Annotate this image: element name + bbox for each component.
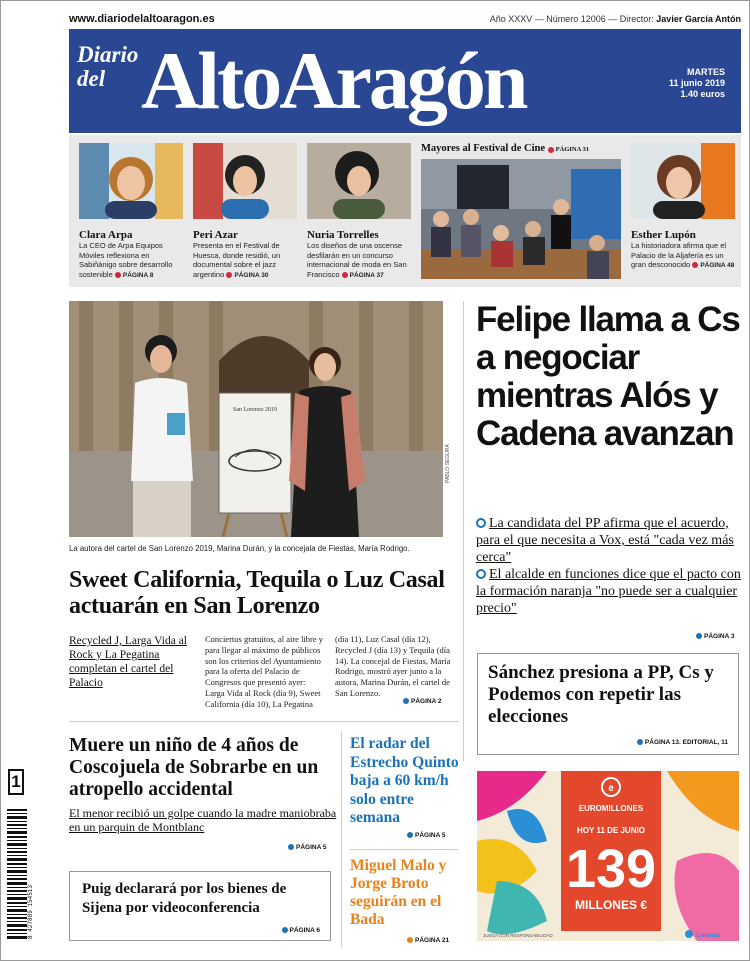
main-bullets [476, 515, 744, 617]
teaser-text-body: Los diseños de una oscense desfilarán en un concurso internacional de moda en San Francisco [307, 241, 407, 279]
ad-date-line: HOY 11 DE JUNIO [577, 826, 645, 835]
ad-brand: EUROMILLONES [578, 804, 644, 813]
festival-scene-photo [421, 159, 621, 279]
festival-teaser[interactable] [421, 143, 589, 154]
festival-page [548, 146, 589, 153]
photo-credit: PABLO SEGURA [445, 444, 451, 483]
sanchez-page-label: PÁGINA 13. EDITORIAL, 11 [644, 739, 728, 746]
teaser-esther-lupon[interactable] [631, 143, 735, 287]
issue-meta [490, 14, 741, 24]
teaser-strip [69, 135, 741, 287]
blue-dot-icon [288, 844, 294, 850]
teaser-text-body: La historiadora afirma que el Palacio de la Aljafería es un gran desconocido [631, 241, 727, 269]
miguel-page [407, 937, 449, 944]
miguel-headline[interactable]: Miguel Malo y Jorge Broto seguirán en el Bada [350, 857, 447, 928]
bullet-1-text: La candidata del PP afirma que el acuerdo, para el que necesita a Vox, está "cada vez más cerca" [476, 516, 734, 565]
lead-body: Conciertos gratuitos, al aire libre y para llegar al máximo de públicos son los criterios del Ayuntamiento para la oferta del Palacio de Congresos que presentó ayer: Larga Vida al Rock (día 9), Sweet California (día 10), La Pegatina (día 11), Luz Casal (día 12), Recycled J (día 13) y Tequila (día 14). La concejal de Fiestas, María Rodrigo, mostró ayer junto a la autora, Marina Durán, el cartel de San Lorenzo. [205, 634, 451, 709]
orange-dot-icon [407, 937, 413, 943]
column-divider [463, 301, 464, 761]
bullet-circle-icon [476, 569, 486, 579]
teaser-photo [631, 143, 735, 219]
teaser-page [226, 272, 268, 279]
issue-date [669, 67, 725, 100]
lead-page [403, 698, 441, 705]
bullet-2[interactable] [476, 566, 744, 617]
masthead-small [77, 43, 138, 91]
teaser-photo [193, 143, 297, 219]
teaser-name: Clara Arpa [79, 229, 133, 241]
masthead-diario: Diario [77, 42, 139, 67]
main-page [696, 633, 734, 640]
section-divider [69, 721, 459, 722]
festival-headline: Mayores al Festival de Cine [421, 143, 546, 154]
sanchez-page [637, 739, 728, 746]
issue-meta-prefix: Año XXXV — Número 12006 — Director: [489, 14, 654, 24]
clara-arpa-photo [79, 143, 183, 219]
blue-dot-icon [637, 739, 643, 745]
price: 1.40 euros [680, 89, 725, 99]
radar-headline[interactable]: El radar del Estrecho Quinto baja a 60 km/h solo entre semana [350, 735, 459, 826]
esther-lupon-photo [631, 143, 735, 219]
festival-photo[interactable] [421, 159, 621, 279]
lead-headline[interactable]: Sweet California, Tequila o Luz Casal actuarán en San Lorenzo [69, 567, 445, 619]
nuria-torrelles-photo [307, 143, 411, 219]
blue-dot-icon [403, 698, 409, 704]
teaser-page-label: PÁGINA 30 [234, 271, 269, 279]
radar-page-label: PÁGINA 5 [415, 832, 446, 839]
nino-subhead[interactable]: El menor recibió un golpe cuando la madre maniobraba en un parquin de Montblanc [69, 806, 337, 834]
nino-page-label: PÁGINA 5 [296, 844, 327, 851]
site-url[interactable]: www.diariodelaltoaragon.es [69, 13, 215, 25]
teaser-page [692, 262, 734, 269]
edition-number: 1 [8, 769, 24, 795]
teaser-page-label: PÁGINA 37 [349, 271, 384, 279]
euromillones-ad[interactable] [477, 771, 739, 941]
small-divider [350, 849, 458, 850]
column-divider-lower [341, 731, 342, 947]
nino-headline[interactable]: Muere un niño de 4 años de Coscojuela de Sobrarbe en un atropello accidental [69, 735, 319, 800]
sanchez-headline: Sánchez presiona a PP, Cs y Podemos con repetir las elecciones [488, 662, 714, 727]
teaser-text-body: Presenta en el Festival de Huesca, donde residió, un documental sobre el jazz argentino [193, 241, 281, 279]
euromillones-ad-art [477, 771, 739, 941]
teaser-nuria-torrelles[interactable] [307, 143, 411, 287]
puig-page [282, 927, 320, 934]
weekday: MARTES [687, 67, 725, 77]
bullet-circle-icon [476, 518, 486, 528]
red-dot-icon [342, 272, 348, 278]
teaser-text [193, 241, 297, 280]
poster-text: San Lorenzo 2019 [233, 407, 277, 413]
miguel-page-label: PÁGINA 21 [415, 937, 450, 944]
puig-page-label: PÁGINA 6 [289, 927, 320, 934]
teaser-text [307, 241, 411, 280]
teaser-text-body: La CEO de Arpa Equipos Móviles reflexiona en Sabiñánigo sobre desarrollo sostenible [79, 241, 173, 279]
barcode-icon [7, 809, 27, 939]
festival-page-label: PÁGINA 31 [555, 146, 590, 153]
bullet-1[interactable] [476, 515, 744, 566]
sanchez-box[interactable] [477, 653, 739, 755]
bullet-2-text: El alcalde en funciones dice que el pacto con la formación naranja "no puede ser a cualquier precio" [476, 567, 741, 616]
teaser-text [631, 241, 735, 271]
red-dot-icon [115, 272, 121, 278]
director-name: Javier García Antón [656, 14, 741, 24]
ad-logo: Loterías [697, 933, 721, 939]
masthead [69, 29, 741, 133]
ad-footer: JUEGA CON RESPONSABILIDAD [483, 933, 553, 938]
blue-dot-icon [696, 633, 702, 639]
masthead-title: AltoAragón [141, 35, 526, 126]
teaser-text [79, 241, 183, 280]
teaser-clara-arpa[interactable] [79, 143, 183, 287]
teaser-name: Esther Lupón [631, 229, 696, 241]
radar-page [407, 832, 445, 839]
puig-box[interactable] [69, 871, 331, 941]
ad-unit: MILLONES € [574, 898, 648, 912]
ad-amount: 139 [565, 839, 657, 899]
peri-azar-photo [193, 143, 297, 219]
nino-page [288, 844, 326, 851]
teaser-page [342, 272, 384, 279]
red-dot-icon [226, 272, 232, 278]
teaser-photo [79, 143, 183, 219]
lead-photo[interactable] [69, 301, 443, 537]
teaser-photo [307, 143, 411, 219]
teaser-name: Nuria Torrelles [307, 229, 379, 241]
top-line [69, 13, 741, 29]
teaser-name: Peri Azar [193, 229, 238, 241]
teaser-page-label: PÁGINA 8 [122, 271, 154, 279]
barcode-number: 8 427889 154513 [27, 884, 34, 939]
red-dot-icon [548, 147, 554, 153]
main-headline[interactable]: Felipe llama a Cs a negociar mientras Alós y Cadena avanzan [476, 300, 740, 453]
san-lorenzo-poster-photo [69, 301, 443, 537]
puig-headline: Puig declarará por los bienes de Sijena por videoconferencia [82, 881, 287, 916]
red-dot-icon [692, 262, 698, 268]
svg-text:e: e [608, 783, 614, 794]
teaser-peri-azar[interactable] [193, 143, 297, 287]
blue-dot-icon [282, 927, 288, 933]
masthead-del: del [77, 66, 106, 91]
main-page-label: PÁGINA 3 [704, 633, 735, 640]
lead-page-label: PÁGINA 2 [411, 698, 442, 705]
blue-dot-icon [407, 832, 413, 838]
teaser-page-label: PÁGINA 48 [700, 262, 735, 269]
date: 11 junio 2019 [668, 78, 725, 88]
photo-caption: La autora del cartel de San Lorenzo 2019, Marina Durán, y la concejala de Fiestas, María Rodrigo. [69, 544, 410, 553]
teaser-page [115, 272, 153, 279]
lead-subhead[interactable]: Recycled J, Larga Vida al Rock y La Pegatina completan el cartel del Palacio [69, 635, 187, 689]
